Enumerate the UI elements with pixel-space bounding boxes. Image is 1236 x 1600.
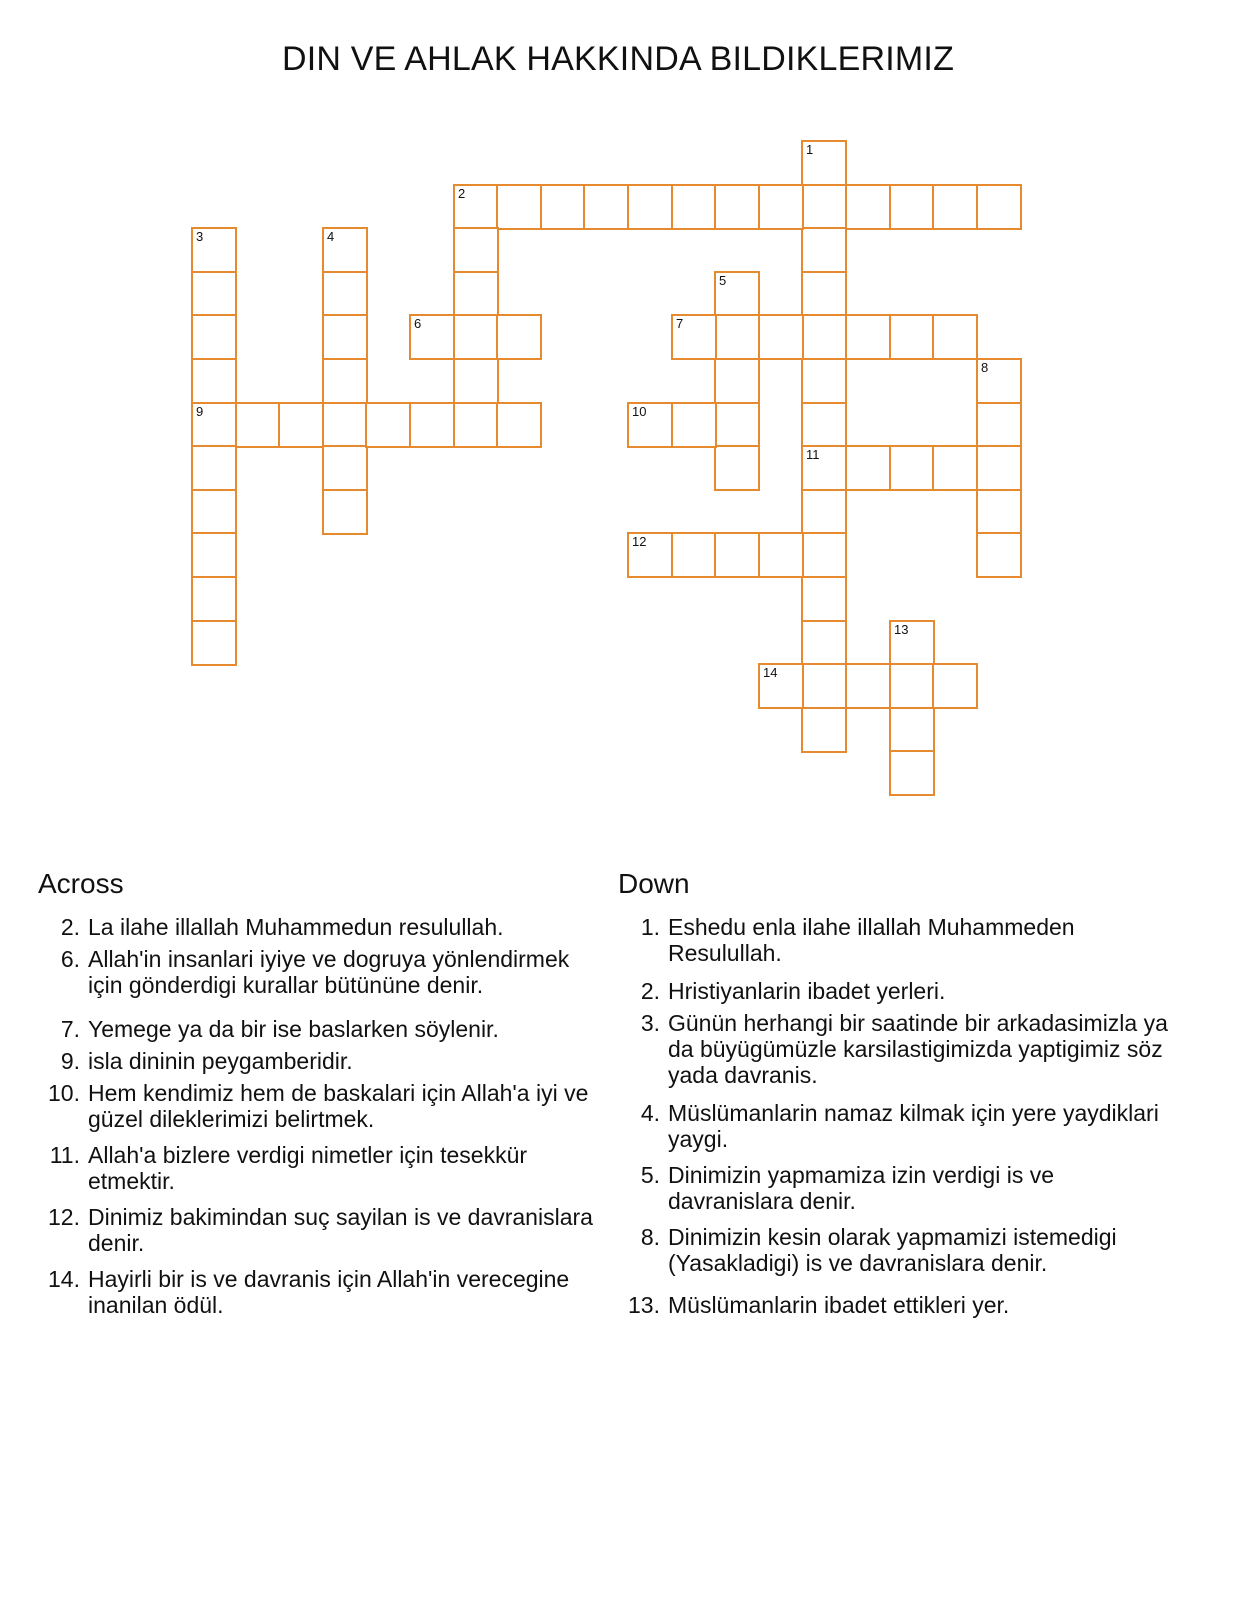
grid-cell[interactable] xyxy=(758,663,804,709)
clue-number: 14 xyxy=(763,665,778,680)
grid-cell[interactable] xyxy=(627,532,673,578)
grid-cell[interactable] xyxy=(976,358,1022,404)
clue-text: Dinimizin yapmamiza izin verdigi is ve davranislara denir. xyxy=(668,1162,1055,1214)
grid-cell[interactable] xyxy=(714,445,760,491)
grid-cell[interactable] xyxy=(714,184,760,230)
grid-cell[interactable] xyxy=(714,402,760,448)
clue-num: 10. xyxy=(48,1080,80,1106)
grid-cell[interactable] xyxy=(801,184,847,230)
down-clue-list xyxy=(618,914,1178,1318)
grid-cell[interactable] xyxy=(191,271,237,317)
clue-number: 7 xyxy=(676,316,684,331)
page-title: DIN VE AHLAK HAKKINDA BILDIKLERIMIZ xyxy=(281,40,955,78)
clue-number: 13 xyxy=(894,622,909,637)
grid-cell[interactable] xyxy=(496,314,542,360)
clue-number: 5 xyxy=(719,273,727,288)
grid-cell[interactable] xyxy=(976,532,1022,578)
grid-cell[interactable] xyxy=(801,140,847,186)
clue-num: 2. xyxy=(60,914,80,940)
grid-cell[interactable] xyxy=(365,402,411,448)
grid-cell[interactable] xyxy=(583,184,629,230)
clue-num: 5. xyxy=(640,1162,660,1188)
grid-cell[interactable] xyxy=(801,489,847,535)
clue-text: Yemege ya da bir ise baslarken söylenir. xyxy=(88,1016,499,1042)
grid-cell[interactable] xyxy=(322,358,368,404)
grid-cell[interactable] xyxy=(322,314,368,360)
grid-cell[interactable] xyxy=(191,358,237,404)
clue-num: 1. xyxy=(640,914,660,940)
clue-text: Müslümanlarin ibadet ettikleri yer. xyxy=(668,1292,1010,1318)
grid-cell[interactable] xyxy=(889,750,935,796)
clue-num: 11. xyxy=(49,1142,80,1168)
grid-cell[interactable] xyxy=(845,445,891,491)
grid-cell[interactable] xyxy=(322,271,368,317)
grid-cell[interactable] xyxy=(322,445,368,491)
grid-cell[interactable] xyxy=(191,402,237,448)
down-clue xyxy=(618,978,1178,1004)
grid-cell[interactable] xyxy=(191,445,237,491)
grid-cell[interactable] xyxy=(627,402,673,448)
clue-text: Müslümanlarin namaz kilmak için yere yaydiklari yaygi. xyxy=(668,1100,1159,1152)
clue-num: 14. xyxy=(48,1266,80,1292)
clue-number: 8 xyxy=(981,360,989,375)
grid-cell[interactable] xyxy=(278,402,324,448)
grid-cell[interactable] xyxy=(322,227,368,273)
grid-cell[interactable] xyxy=(671,314,717,360)
grid-cell[interactable] xyxy=(627,184,673,230)
grid-cell[interactable] xyxy=(758,184,804,230)
across-clue xyxy=(38,1048,598,1074)
across-clue-list xyxy=(38,914,598,1318)
grid-cell[interactable] xyxy=(671,532,717,578)
grid-cell[interactable] xyxy=(801,314,847,360)
grid-cell[interactable] xyxy=(191,620,237,666)
grid-cell[interactable] xyxy=(453,358,499,404)
grid-cell[interactable] xyxy=(801,707,847,753)
grid-cell[interactable] xyxy=(801,227,847,273)
clue-number: 6 xyxy=(414,316,422,331)
grid-cell[interactable] xyxy=(496,184,542,230)
across-clue xyxy=(38,946,598,998)
down-clue xyxy=(618,914,1178,966)
grid-cell[interactable] xyxy=(191,576,237,622)
down-clue xyxy=(618,1162,1178,1214)
clue-text: Eshedu enla ilahe illallah Muhammeden Resulullah. xyxy=(668,914,1075,966)
grid-cell[interactable] xyxy=(540,184,586,230)
grid-cell[interactable] xyxy=(932,445,978,491)
grid-cell[interactable] xyxy=(976,445,1022,491)
grid-cell[interactable] xyxy=(801,445,847,491)
down-clue xyxy=(618,1224,1178,1276)
grid-cell[interactable] xyxy=(191,227,237,273)
grid-cell[interactable] xyxy=(453,314,499,360)
grid-cell[interactable] xyxy=(409,314,455,360)
grid-cell[interactable] xyxy=(801,532,847,578)
across-clue xyxy=(38,1266,598,1318)
clue-text: isla dininin peygamberidir. xyxy=(88,1048,353,1074)
clue-number: 1 xyxy=(806,142,814,157)
grid-cell[interactable] xyxy=(845,184,891,230)
clue-num: 4. xyxy=(640,1100,660,1126)
grid-cell[interactable] xyxy=(976,184,1022,230)
grid-cell[interactable] xyxy=(932,663,978,709)
down-clue xyxy=(618,1292,1178,1318)
grid-cell[interactable] xyxy=(801,576,847,622)
clue-number: 11 xyxy=(806,447,820,462)
clue-num: 7. xyxy=(60,1016,80,1042)
clue-text: Hem kendimiz hem de baskalari için Allah'a iyi ve güzel dileklerimizi belirtmek. xyxy=(88,1080,589,1132)
grid-cell[interactable] xyxy=(322,489,368,535)
grid-cell[interactable] xyxy=(714,532,760,578)
across-clue xyxy=(38,1204,598,1256)
clue-number: 10 xyxy=(632,404,647,419)
grid-cell[interactable] xyxy=(889,445,935,491)
grid-cell[interactable] xyxy=(235,402,281,448)
across-heading: Across xyxy=(38,868,124,899)
across-clue xyxy=(38,1142,598,1194)
grid-cell[interactable] xyxy=(801,402,847,448)
grid-cell[interactable] xyxy=(453,271,499,317)
clue-num: 6. xyxy=(60,946,80,972)
grid-cell[interactable] xyxy=(191,532,237,578)
down-clue xyxy=(618,1100,1178,1152)
down-heading: Down xyxy=(618,868,690,899)
across-clue xyxy=(38,1016,598,1042)
across-clue xyxy=(38,1080,598,1132)
grid-cell[interactable] xyxy=(889,184,935,230)
across-clue xyxy=(38,914,598,940)
clue-num: 9. xyxy=(60,1048,80,1074)
clue-text: Hayirli bir is ve davranis için Allah'in verecegine inanilan ödül. xyxy=(88,1266,570,1318)
grid-cell[interactable] xyxy=(409,402,455,448)
grid-cell[interactable] xyxy=(453,184,499,230)
clue-number: 3 xyxy=(196,229,204,244)
grid-cell[interactable] xyxy=(453,402,499,448)
grid-cell[interactable] xyxy=(976,402,1022,448)
clue-number: 12 xyxy=(632,534,647,549)
grid-cell[interactable] xyxy=(714,314,760,360)
clue-text: Dinimizin kesin olarak yapmamizi istemedigi (Yasakladigi) is ve davranislara denir. xyxy=(668,1224,1117,1276)
clue-text: La ilahe illallah Muhammedun resulullah. xyxy=(88,914,504,940)
grid-cell[interactable] xyxy=(671,402,717,448)
grid-cell[interactable] xyxy=(714,271,760,317)
grid-cell[interactable] xyxy=(801,620,847,666)
grid-cell[interactable] xyxy=(976,489,1022,535)
grid-cell[interactable] xyxy=(932,314,978,360)
grid-cell[interactable] xyxy=(845,663,891,709)
grid-cell[interactable] xyxy=(758,532,804,578)
grid-cell[interactable] xyxy=(191,314,237,360)
clue-num: 13. xyxy=(628,1292,660,1318)
clue-num: 8. xyxy=(640,1224,660,1250)
grid-cell[interactable] xyxy=(322,402,368,448)
grid-cell[interactable] xyxy=(889,663,935,709)
grid-cell[interactable] xyxy=(889,620,935,666)
grid-cell[interactable] xyxy=(758,314,804,360)
grid-cell[interactable] xyxy=(496,402,542,448)
grid-cell[interactable] xyxy=(932,184,978,230)
clue-text: Günün herhangi bir saatinde bir arkadasimizla ya da büyügümüzle karsilastigimizda yaptigimiz söz yada davranis. xyxy=(668,1010,1168,1088)
down-clue xyxy=(618,1010,1178,1088)
clue-num: 3. xyxy=(640,1010,660,1036)
clue-text: Dinimiz bakimindan suç sayilan is ve davranislara denir. xyxy=(88,1204,593,1256)
clue-num: 12. xyxy=(48,1204,80,1230)
clue-text: Allah'in insanlari iyiye ve dogruya yönlendirmek için gönderdigi kurallar bütününe denir. xyxy=(88,946,570,998)
grid-cell[interactable] xyxy=(453,227,499,273)
clue-number: 2 xyxy=(458,186,466,201)
grid-cell[interactable] xyxy=(191,489,237,535)
grid-cell[interactable] xyxy=(801,271,847,317)
grid-cell[interactable] xyxy=(801,358,847,404)
grid-cell[interactable] xyxy=(889,314,935,360)
grid-cell[interactable] xyxy=(801,663,847,709)
clue-number: 9 xyxy=(196,404,204,419)
clue-text: Allah'a bizlere verdigi nimetler için tesekkür etmektir. xyxy=(88,1142,528,1194)
clue-number: 4 xyxy=(327,229,335,244)
grid-cell[interactable] xyxy=(845,314,891,360)
grid-cell[interactable] xyxy=(714,358,760,404)
clue-num: 2. xyxy=(640,978,660,1004)
grid-cell[interactable] xyxy=(889,707,935,753)
grid-cell[interactable] xyxy=(671,184,717,230)
clue-text: Hristiyanlarin ibadet yerleri. xyxy=(668,978,946,1004)
